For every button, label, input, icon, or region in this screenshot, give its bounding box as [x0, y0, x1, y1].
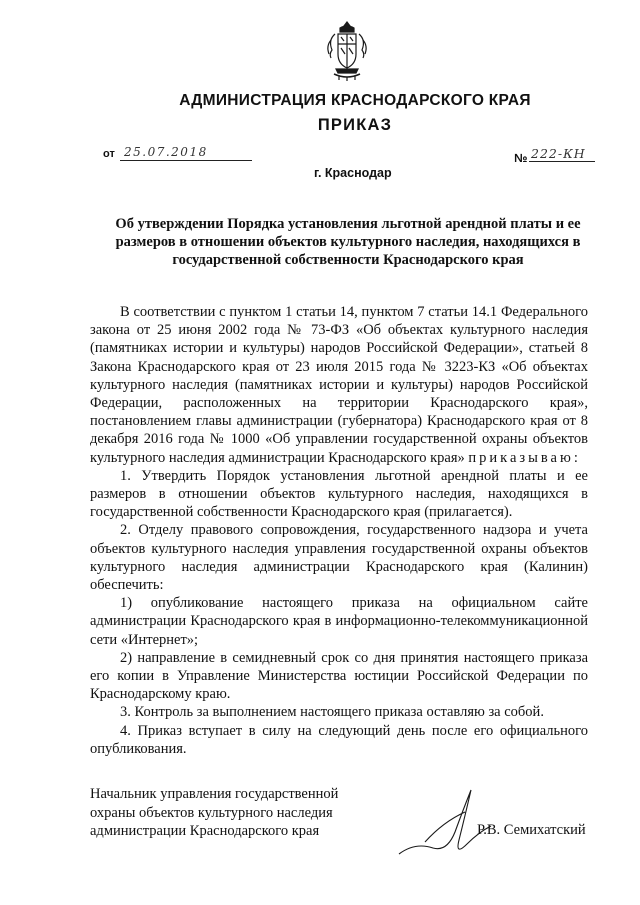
position-line-1: Начальник управления государственной — [90, 786, 339, 802]
document-type: ПРИКАЗ — [317, 116, 393, 134]
number-prefix: № — [514, 151, 528, 165]
order-date-handwritten: 25.07.2018 — [120, 146, 252, 161]
position-line-3: администрации Краснодарского края — [90, 823, 320, 839]
order-word: приказываю: — [468, 449, 581, 466]
paragraph-1: 1. Утвердить Порядок установления льготной арендной платы и ее размеров в отношении объектов культурного наследия, находящихся в государственной собственности Краснодарского края (прилагается). — [90, 467, 588, 521]
paragraph-2-item-2: 2) направление в семидневный срок со дня принятия настоящего приказа его копии в Управление Министерства юстиции Российской Федерации по Краснодарскому краю. — [90, 649, 588, 703]
order-body — [90, 303, 588, 758]
order-title: Об утверждении Порядка установления льготной арендной платы и ее размеров в отношении объектов культурного наследия, находящихся в государственной собственности Краснодарского края — [115, 216, 581, 268]
organization-name: АДМИНИСТРАЦИЯ КРАСНОДАРСКОГО КРАЯ — [179, 92, 531, 109]
date-prefix: от — [103, 148, 115, 160]
paragraph-2: 2. Отделу правового сопровождения, государственного надзора и учета объектов культурного наследия управления государственной охраны объектов культурного наследия администрации Краснодарского края (Калинин) обеспечить: — [90, 522, 588, 594]
order-number-handwritten: 222-КН — [529, 147, 595, 162]
position-line-2: охраны объектов культурного наследия — [90, 804, 333, 821]
signatory-name: Р.В. Семихатский — [477, 822, 586, 838]
preamble-text: В соответствии с пунктом 1 статьи 14, пунктом 7 статьи 14.1 Федерального закона от 25 июня 2002 года № 73-ФЗ «Об объектах культурного наследия (памятниках истории и культуры) народов Российской Федерации», статьей 8 Закона Краснодарского края от 23 июля 2015 года № 3223-КЗ «Об объектах культурного наследия (памятниках истории и культуры) народов Российской Федерации, расположенных на территории Краснодарского края», постановлением главы администрации (губернатора) Краснодарского края от 8 декабря 2016 года № 1000 «Об управлении государственной охраны объектов культурного наследия администрации Краснодарского края» — [90, 304, 588, 466]
paragraph-2-item-1: 1) опубликование настоящего приказа на официальном сайте администрации Краснодарского края в информационно-телекоммуникационной сети «Интернет»; — [90, 595, 588, 648]
paragraph-4: 4. Приказ вступает в силу на следующий день после его официального опубликования. — [90, 722, 588, 757]
signatory-position — [90, 785, 338, 841]
coat-of-arms-emblem — [325, 20, 369, 82]
city-name: г. Краснодар — [314, 166, 392, 180]
paragraph-3: 3. Контроль за выполнением настоящего приказа оставляю за собой. — [120, 704, 544, 721]
preamble-paragraph — [90, 303, 588, 467]
